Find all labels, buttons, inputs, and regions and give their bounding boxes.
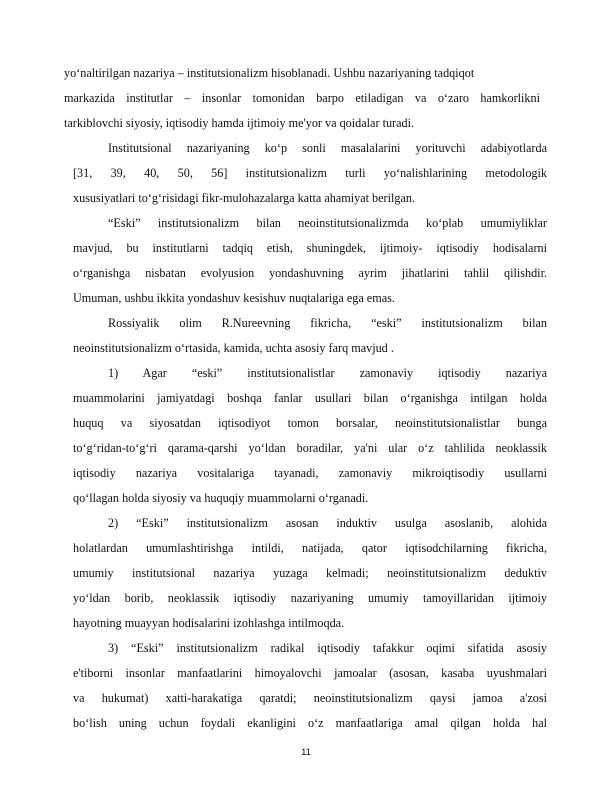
text-line: Institutsional nazariyaning ko‘p sonli masalalarini yorituvchi adabiyotlarda xyxy=(108,141,547,155)
text-line: Rossiyalik olim R.Nureevning fikricha, “eski” institutsionalizm bilan xyxy=(108,316,547,330)
text-line: iqtisodiy nazariya vositalariga tayanadi, zamonaviy mikroiqtisodiy usullarni xyxy=(73,466,547,480)
text-line: hayotning muayyan hodisalarini izohlashga intilmoqda. xyxy=(73,616,345,630)
text-line: o‘rganishga nisbatan evolyusion yondashuvning ayrim jihatlarini tahlil qilishdir. xyxy=(73,266,547,280)
text-line: [31, 39, 40, 50, 56] institutsionalizm turli yo‘nalishlarining metodologik xyxy=(73,166,547,180)
text-line: muammolarini jamiyatdagi boshqa fanlar usullari bilan o‘rganishga intilgan holda xyxy=(73,391,547,405)
text-line: “Eski” institutsionalizm bilan neoinstitutsionalizmda ko‘plab umumiyliklar xyxy=(108,216,547,230)
text-line: yo‘naltirilgan nazariya – institutsionalizm hisoblanadi. Ushbu nazariyaning tadqiqot xyxy=(64,66,475,80)
text-line: holatlardan umumlashtirishga intildi, natijada, qator iqtisodchilarning fikricha, xyxy=(73,541,547,555)
text-line: yo‘ldan borib, neoklassik iqtisodiy nazariyaning umumiy tamoyillaridan ijtimoiy xyxy=(73,591,547,605)
text-line: neoinstitutsionalizm o‘rtasida, kamida, uchta asosiy farq mavjud . xyxy=(73,341,394,355)
page-number: 11 xyxy=(301,747,311,758)
text-line: e'tiborni insonlar manfaatlarini himoyalovchi jamoalar (asosan, kasaba uyushmalari xyxy=(73,666,547,680)
text-line: Umuman, ushbu ikkita yondashuv kesishuv nuqtalariga ega emas. xyxy=(73,291,395,305)
text-line: to‘g‘ridan-to‘g‘ri qarama-qarshi yo‘ldan boradilar, ya'ni ular o‘z tahlilida neoklassik xyxy=(73,441,547,455)
text-line: mavjud, bu institutlarni tadqiq etish, shuningdek, ijtimoiy- iqtisodiy hodisalarni xyxy=(73,241,547,255)
list-item-line: 3) “Eski” institutsionalizm radikal iqtisodiy tafakkur oqimi sifatida asosiy xyxy=(108,641,547,655)
text-line: markazida institutlar – insonlar tomonidan barpo etiladigan va o‘zaro hamkorlikni xyxy=(64,91,540,105)
text-line: umumiy institutsional nazariya yuzaga kelmadi; neoinstitutsionalizm deduktiv xyxy=(73,566,547,580)
text-line: huquq va siyosatdan iqtisodiyot tomon borsalar, neoinstitutsionalistlar bunga xyxy=(73,416,547,430)
text-line: xususiyatlari to‘g‘risidagi fikr-mulohazalarga katta ahamiyat berilgan. xyxy=(73,191,416,205)
text-line: bo‘lish uning uchun foydali ekanligini o‘z manfaatlariga amal qilgan holda hal xyxy=(73,716,547,730)
text-line: tarkiblovchi siyosiy, iqtisodiy hamda ijtimoiy me'yor va qoidalar turadi. xyxy=(64,116,415,130)
list-item-line: 1) Agar “eski” institutsionalistlar zamonaviy iqtisodiy nazariya xyxy=(108,366,547,380)
list-item-line: 2) “Eski” institutsionalizm asosan induktiv usulga asoslanib, alohida xyxy=(108,516,547,530)
text-line: qo‘llagan holda siyosiy va huquqiy muammolarni o‘rganadi. xyxy=(73,491,369,505)
text-line: va hukumat) xatti-harakatiga qaratdi; neoinstitutsionalizm qaysi jamoa a'zosi xyxy=(73,691,547,705)
